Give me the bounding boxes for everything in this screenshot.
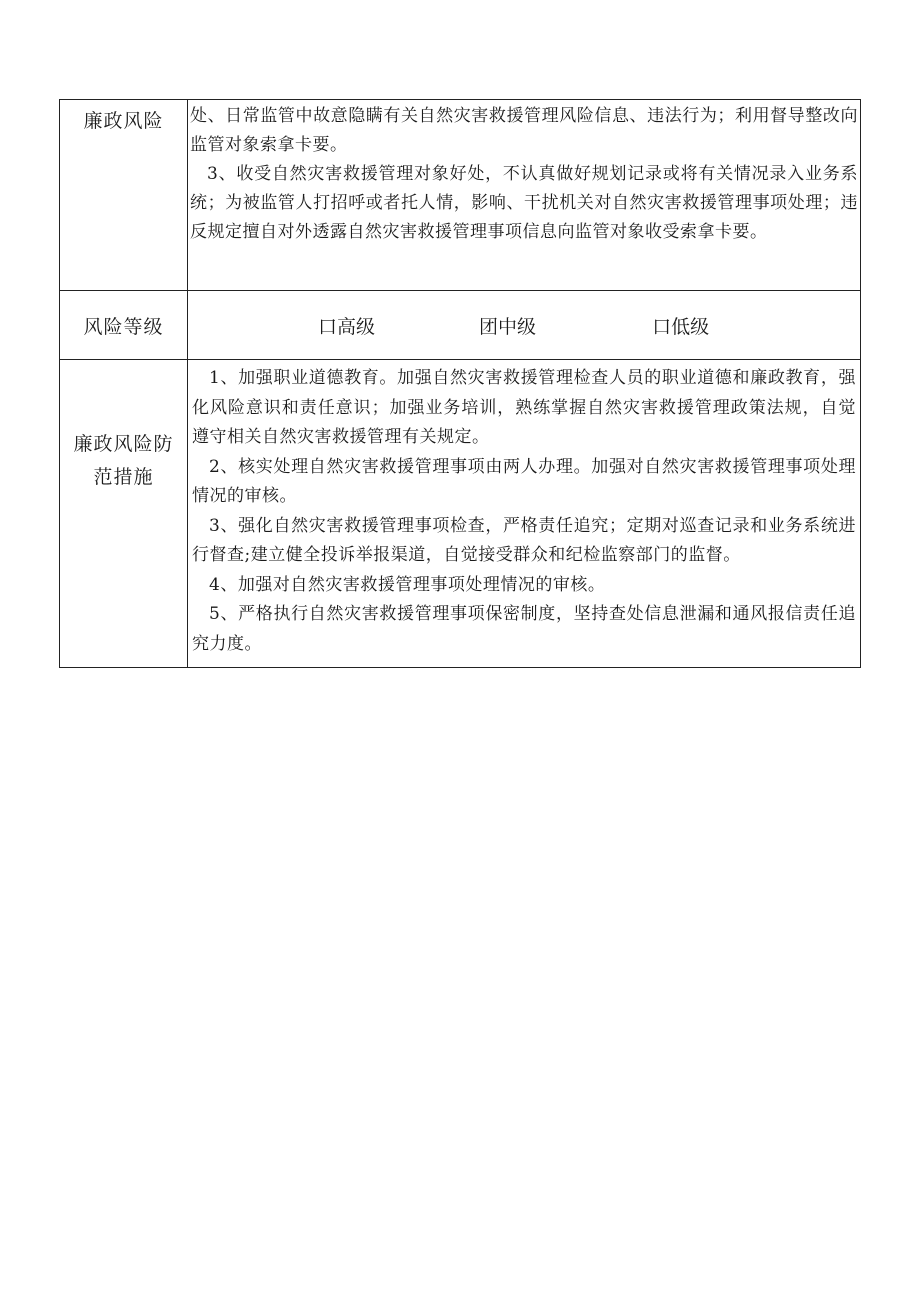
level-options	[188, 312, 860, 339]
measure-item-1: 1、加强职业道德教育。加强自然灾害救援管理检查人员的职业道德和廉政教育，强化风险意识和责任意识；加强业务培训，熟练掌握自然灾害救援管理政策法规，自觉遵守相关自然灾害救援管理有关规定。	[192, 368, 856, 447]
measure-item-5: 5、严格执行自然灾害救援管理事项保密制度，坚持查处信息泄漏和通风报信责任追究力度。	[192, 604, 856, 654]
measures-label-cell	[60, 360, 188, 668]
level-medium-mark: 团	[479, 315, 499, 338]
level-high-text: 高级	[337, 315, 376, 338]
level-high-mark: 口	[318, 315, 338, 338]
risk-content-cell	[188, 100, 861, 291]
level-option-low[interactable]	[652, 312, 709, 339]
measures-row	[60, 360, 861, 668]
level-medium-text: 中级	[498, 315, 537, 338]
risk-row	[60, 100, 861, 291]
risk-label: 廉政风险	[83, 110, 164, 132]
level-options-cell	[188, 291, 861, 360]
risk-label-cell	[60, 100, 188, 291]
risk-table	[59, 99, 861, 668]
level-label-cell	[60, 291, 188, 360]
level-option-medium[interactable]	[479, 312, 536, 339]
measures-label: 廉政风险防范措施	[73, 433, 174, 488]
measure-item-3: 3、强化自然灾害救援管理事项检查，严格责任追究；定期对巡查记录和业务系统进行督查;建立健全投诉举报渠道，自觉接受群众和纪检监察部门的监督。	[192, 515, 856, 565]
measure-item-4: 4、加强对自然灾害救援管理事项处理情况的审核。	[209, 574, 606, 595]
measures-content-cell	[188, 360, 861, 668]
level-row	[60, 291, 861, 360]
level-label: 风险等级	[83, 315, 164, 338]
measure-item-2: 2、核实处理自然灾害救援管理事项由两人办理。加强对自然灾害救援管理事项处理情况的审核。	[192, 456, 856, 506]
level-low-mark: 口	[652, 315, 672, 338]
risk-paragraph-2: 3、收受自然灾害救援管理对象好处，不认真做好规划记录或将有关情况录入业务系统；为被监管人打招呼或者托人情，影响、干扰机关对自然灾害救援管理事项处理；违反规定擅自对外透露自然灾害救援管理事项信息向监管对象收受索拿卡要。	[190, 164, 858, 242]
risk-paragraph-1: 处、日常监管中故意隐瞒有关自然灾害救援管理风险信息、违法行为；利用督导整改向监管对象索拿卡要。	[190, 106, 858, 155]
level-low-text: 低级	[671, 315, 710, 338]
level-option-high[interactable]	[318, 312, 375, 339]
